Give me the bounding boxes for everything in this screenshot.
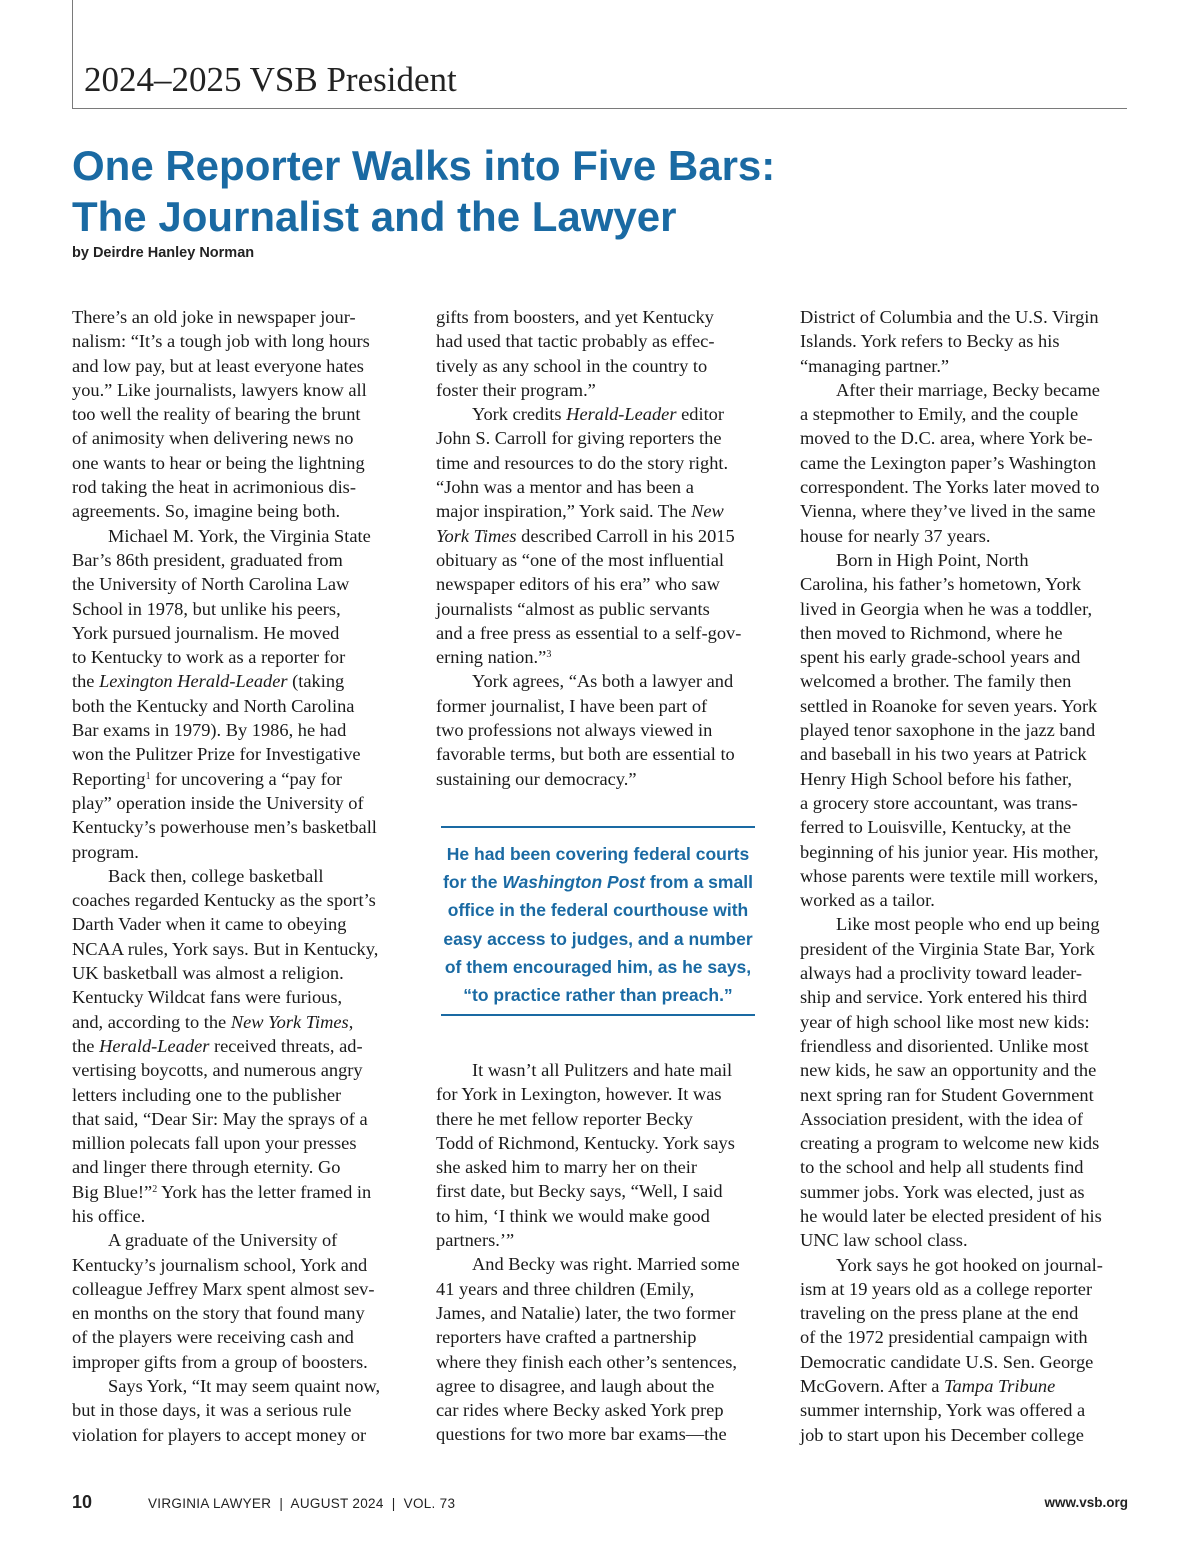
pull-quote-line: for the Washington Post from a small (443, 872, 753, 893)
text-line: coaches regarded Kentucky as the sport’s (72, 890, 376, 911)
text-line: but in those days, it was a serious rule (72, 1400, 352, 1421)
text-line: welcomed a brother. The family then (800, 671, 1072, 692)
pull-quote-line: office in the federal courthouse with (447, 900, 749, 921)
text-line: there he met fellow reporter Becky (436, 1108, 693, 1129)
text-line: gifts from boosters, and yet Kentucky (436, 307, 714, 327)
text-line: traveling on the press plane at the end (800, 1303, 1079, 1324)
text-line: settled in Roanoke for seven years. York (800, 695, 1098, 716)
text-line: A graduate of the University of (108, 1230, 338, 1251)
text-line: and baseball in his two years at Patrick (800, 744, 1087, 765)
article-title-line: One Reporter Walks into Five Bars: (72, 142, 776, 189)
text-line: York says he got hooked on journal- (836, 1254, 1103, 1275)
page-number: 10 (72, 1492, 93, 1512)
text-line: house for nearly 37 years. (800, 525, 991, 546)
text-line: Kentucky’s journalism school, York and (72, 1254, 368, 1275)
text-line: UNC law school class. (800, 1230, 968, 1251)
text-line: erning nation.”$^3$ (436, 647, 552, 668)
text-line: Like most people who end up being (836, 914, 1100, 935)
text-line: played tenor saxophone in the jazz band (800, 720, 1096, 741)
text-line: car rides where Becky asked York prep (436, 1400, 724, 1421)
website-link[interactable]: www.vsb.org (1044, 1495, 1128, 1510)
text-line: James, and Natalie) later, the two former (436, 1302, 736, 1323)
pull-quote-line: “to practice rather than preach.” (463, 985, 733, 1006)
text-line: obituary as “one of the most influential (436, 549, 725, 570)
text-line: play” operation inside the University of (72, 792, 364, 813)
text-line: summer internship, York was offered a (800, 1400, 1086, 1421)
text-line: where they finish each other’s sentences, (436, 1351, 737, 1372)
text-line: And Becky was right. Married some (472, 1254, 740, 1275)
text-line: Kentucky Wildcat fans were furious, (72, 987, 343, 1008)
paragraph (800, 305, 1130, 378)
text-line: worked as a tailor. (800, 890, 935, 911)
text-line: School in 1978, but unlike his peers, (72, 598, 341, 619)
paragraph (72, 305, 408, 524)
footnote-ref: 1 (145, 770, 151, 782)
text-line: first date, but Becky says, “Well, I said (436, 1181, 723, 1202)
text-line: Carolina, his father’s hometown, York (800, 574, 1082, 595)
text-line: and a free press as essential to a self-gov- (436, 622, 742, 643)
footnote-ref: 3 (546, 649, 552, 661)
text-line: reporters have crafted a partnership (436, 1327, 697, 1348)
text-line: foster their program.” (436, 379, 596, 400)
paragraph (436, 402, 766, 669)
text-line: lived in Georgia when he was a toddler, (800, 598, 1093, 619)
text-line: NCAA rules, York says. But in Kentucky, (72, 938, 379, 959)
text-line: Big Blue!”$^2$ York has the letter framed in (72, 1181, 372, 1202)
text-line: the Lexington Herald-Leader (taking (72, 671, 345, 692)
text-line: to the school and help all students find (800, 1157, 1084, 1178)
text-line: a stepmother to Emily, and the couple (800, 404, 1079, 425)
paragraph (800, 378, 1130, 548)
text-line: agreements. So, imagine being both. (72, 501, 341, 522)
text-line: major inspiration,” York said. The New (436, 501, 724, 522)
paragraph (800, 912, 1130, 1252)
text-line: rod taking the heat in acrimonious dis- (72, 477, 356, 498)
text-line: Islands. York refers to Becky as his (800, 331, 1060, 352)
pull-quote-line: He had been covering federal courts (446, 844, 750, 864)
paragraph (436, 669, 766, 790)
text-line: always had a proclivity toward leader- (800, 963, 1083, 984)
text-line: agree to disagree, and laugh about the (436, 1375, 715, 1396)
section-rule-horizontal (72, 108, 1127, 109)
text-line: John S. Carroll for giving reporters the (436, 428, 722, 449)
text-line: McGovern. After a Tampa Tribune (800, 1376, 1056, 1397)
text-line: Bar exams in 1979). By 1986, he had (72, 720, 347, 741)
footnote-ref: 2 (152, 1183, 158, 1195)
text-line: million polecats fall upon your presses (72, 1133, 357, 1154)
paragraph (800, 1253, 1130, 1447)
text-line: of animosity when delivering news no (72, 428, 354, 449)
paragraph (72, 1374, 408, 1447)
text-line: ism at 19 years old as a college reporter (800, 1278, 1093, 1299)
text-line: Todd of Richmond, Kentucky. York says (436, 1132, 735, 1153)
text-line: and, according to the New York Times, (72, 1011, 354, 1032)
text-line: en months on the story that found many (72, 1303, 365, 1324)
text-line: colleague Jeffrey Marx spent almost sev- (72, 1278, 375, 1299)
text-line: came the Lexington paper’s Washington (800, 452, 1097, 473)
text-line: creating a program to welcome new kids (800, 1133, 1100, 1154)
text-line: Henry High School before his father, (800, 768, 1072, 789)
text-line: vertising boycotts, and numerous angry (72, 1060, 363, 1081)
text-line: and linger there through eternity. Go (72, 1157, 341, 1178)
text-line: of the 1972 presidential campaign with (800, 1327, 1088, 1348)
article-title (72, 140, 1132, 242)
text-line: had used that tactic probably as effec- (436, 331, 715, 352)
text-line: she asked him to marry her on their (436, 1157, 697, 1178)
text-line: York pursued journalism. He moved (72, 622, 340, 643)
text-line: nalism: “It’s a tough job with long hours (72, 331, 370, 352)
text-line: the Herald-Leader received threats, ad- (72, 1035, 363, 1056)
text-line: won the Pulitzer Prize for Investigative (72, 744, 361, 765)
text-line: correspondent. The Yorks later moved to (800, 477, 1100, 498)
text-line: ship and service. York entered his third (800, 987, 1088, 1008)
text-line: letters including one to the publisher (72, 1084, 342, 1105)
body-column-1 (72, 305, 408, 1447)
text-line: Association president, with the idea of (800, 1108, 1083, 1129)
pull-quote (441, 826, 755, 1016)
text-line: his office. (72, 1205, 146, 1226)
text-line: friendless and disoriented. Unlike most (800, 1035, 1089, 1056)
text-line: new kids, he saw an opportunity and the (800, 1060, 1097, 1081)
text-line: to him, ‘I think we would make good (436, 1205, 710, 1226)
text-line: job to start upon his December college (800, 1424, 1084, 1445)
text-line: and low pay, but at least everyone hates (72, 355, 364, 376)
text-line: too well the reality of bearing the brunt (72, 404, 361, 425)
text-line: tively as any school in the country to (436, 355, 708, 376)
text-line: you.” Like journalists, lawyers know all (72, 379, 367, 400)
text-line: Vienna, where they’ve lived in the same (800, 501, 1096, 522)
text-line: Democratic candidate U.S. Sen. George (800, 1351, 1094, 1372)
text-line: time and resources to do the story right. (436, 452, 729, 473)
paragraph (72, 864, 408, 1228)
text-line: one wants to hear or being the lightning (72, 452, 365, 473)
text-line: 41 years and three children (Emily, (436, 1278, 695, 1299)
paragraph (72, 524, 408, 864)
text-line: Reporting$^1$ for uncovering a “pay for (72, 768, 343, 789)
text-line: two professions not always viewed in (436, 720, 713, 741)
text-line: Darth Vader when it came to obeying (72, 914, 347, 935)
text-line: violation for players to accept money or (72, 1424, 367, 1445)
paragraph (72, 1228, 408, 1374)
text-line: Kentucky’s powerhouse men’s basketball (72, 817, 377, 838)
text-line: summer jobs. York was elected, just as (800, 1181, 1085, 1202)
text-line: former journalist, I have been part of (436, 695, 708, 716)
text-line: he would later be elected president of his (800, 1205, 1102, 1226)
text-line: newspaper editors of his era” who saw (436, 574, 720, 595)
text-line: District of Columbia and the U.S. Virgin (800, 307, 1099, 327)
text-line: sustaining our democracy.” (436, 768, 637, 789)
text-line: questions for two more bar exams—the (436, 1424, 727, 1445)
text-line: After their marriage, Becky became (836, 379, 1100, 400)
pull-quote-line: easy access to judges, and a number (443, 928, 753, 949)
text-line: improper gifts from a group of boosters. (72, 1351, 368, 1372)
text-line: to Kentucky to work as a reporter for (72, 647, 346, 668)
text-line: York agrees, “As both a lawyer and (472, 671, 734, 692)
text-line: Back then, college basketball (108, 865, 324, 886)
text-line: journalists “almost as public servants (436, 598, 710, 619)
text-line: UK basketball was almost a religion. (72, 963, 344, 984)
paragraph (436, 305, 766, 402)
publication-line: VIRGINIA LAWYER | AUGUST 2024 | VOL. 73 (148, 1496, 456, 1511)
body-column-3 (800, 305, 1130, 1447)
text-line: “managing partner.” (800, 355, 950, 376)
text-line: York Times described Carroll in his 2015 (436, 525, 735, 546)
text-line: There’s an old joke in newspaper jour- (72, 307, 356, 327)
text-line: program. (72, 841, 139, 862)
text-line: spent his early grade-school years and (800, 647, 1081, 668)
byline: by Deirdre Hanley Norman (72, 245, 255, 261)
text-line: both the Kentucky and North Carolina (72, 695, 355, 716)
paragraph (436, 1252, 766, 1446)
text-line: It wasn’t all Pulitzers and hate mail (472, 1059, 733, 1080)
text-line: Born in High Point, North (836, 549, 1029, 570)
text-line: president of the Virginia State Bar, York (800, 938, 1095, 959)
text-line: York credits Herald-Leader editor (472, 404, 724, 425)
text-line: Bar’s 86th president, graduated from (72, 549, 343, 570)
text-line: then moved to Richmond, where he (800, 622, 1063, 643)
text-line: “John was a mentor and has been a (436, 477, 694, 498)
section-label: 2024–2025 VSB President (84, 60, 457, 99)
section-rule-vertical (72, 0, 73, 109)
text-line: for York in Lexington, however. It was (436, 1084, 722, 1105)
text-line: beginning of his junior year. His mother, (800, 841, 1099, 862)
text-line: whose parents were textile mill workers, (800, 865, 1099, 886)
text-line: Michael M. York, the Virginia State (108, 525, 371, 546)
text-line: year of high school like most new kids: (800, 1011, 1090, 1032)
text-line: of the players were receiving cash and (72, 1327, 354, 1348)
text-line: the University of North Carolina Law (72, 574, 350, 595)
text-line: moved to the D.C. area, where York be- (800, 428, 1093, 449)
text-line: next spring ran for Student Government (800, 1084, 1094, 1105)
pull-quote-line: of them encouraged him, as he says, (444, 956, 752, 977)
text-line: that said, “Dear Sir: May the sprays of a (72, 1108, 368, 1129)
text-line: Says York, “It may seem quaint now, (108, 1376, 381, 1397)
text-line: ferred to Louisville, Kentucky, at the (800, 817, 1072, 838)
text-line: a grocery store accountant, was trans- (800, 792, 1078, 813)
paragraph (436, 1058, 766, 1252)
paragraph (800, 548, 1130, 912)
article-title-line: The Journalist and the Lawyer (72, 193, 677, 240)
text-line: favorable terms, but both are essential to (436, 744, 735, 765)
text-line: partners.’” (436, 1230, 515, 1251)
